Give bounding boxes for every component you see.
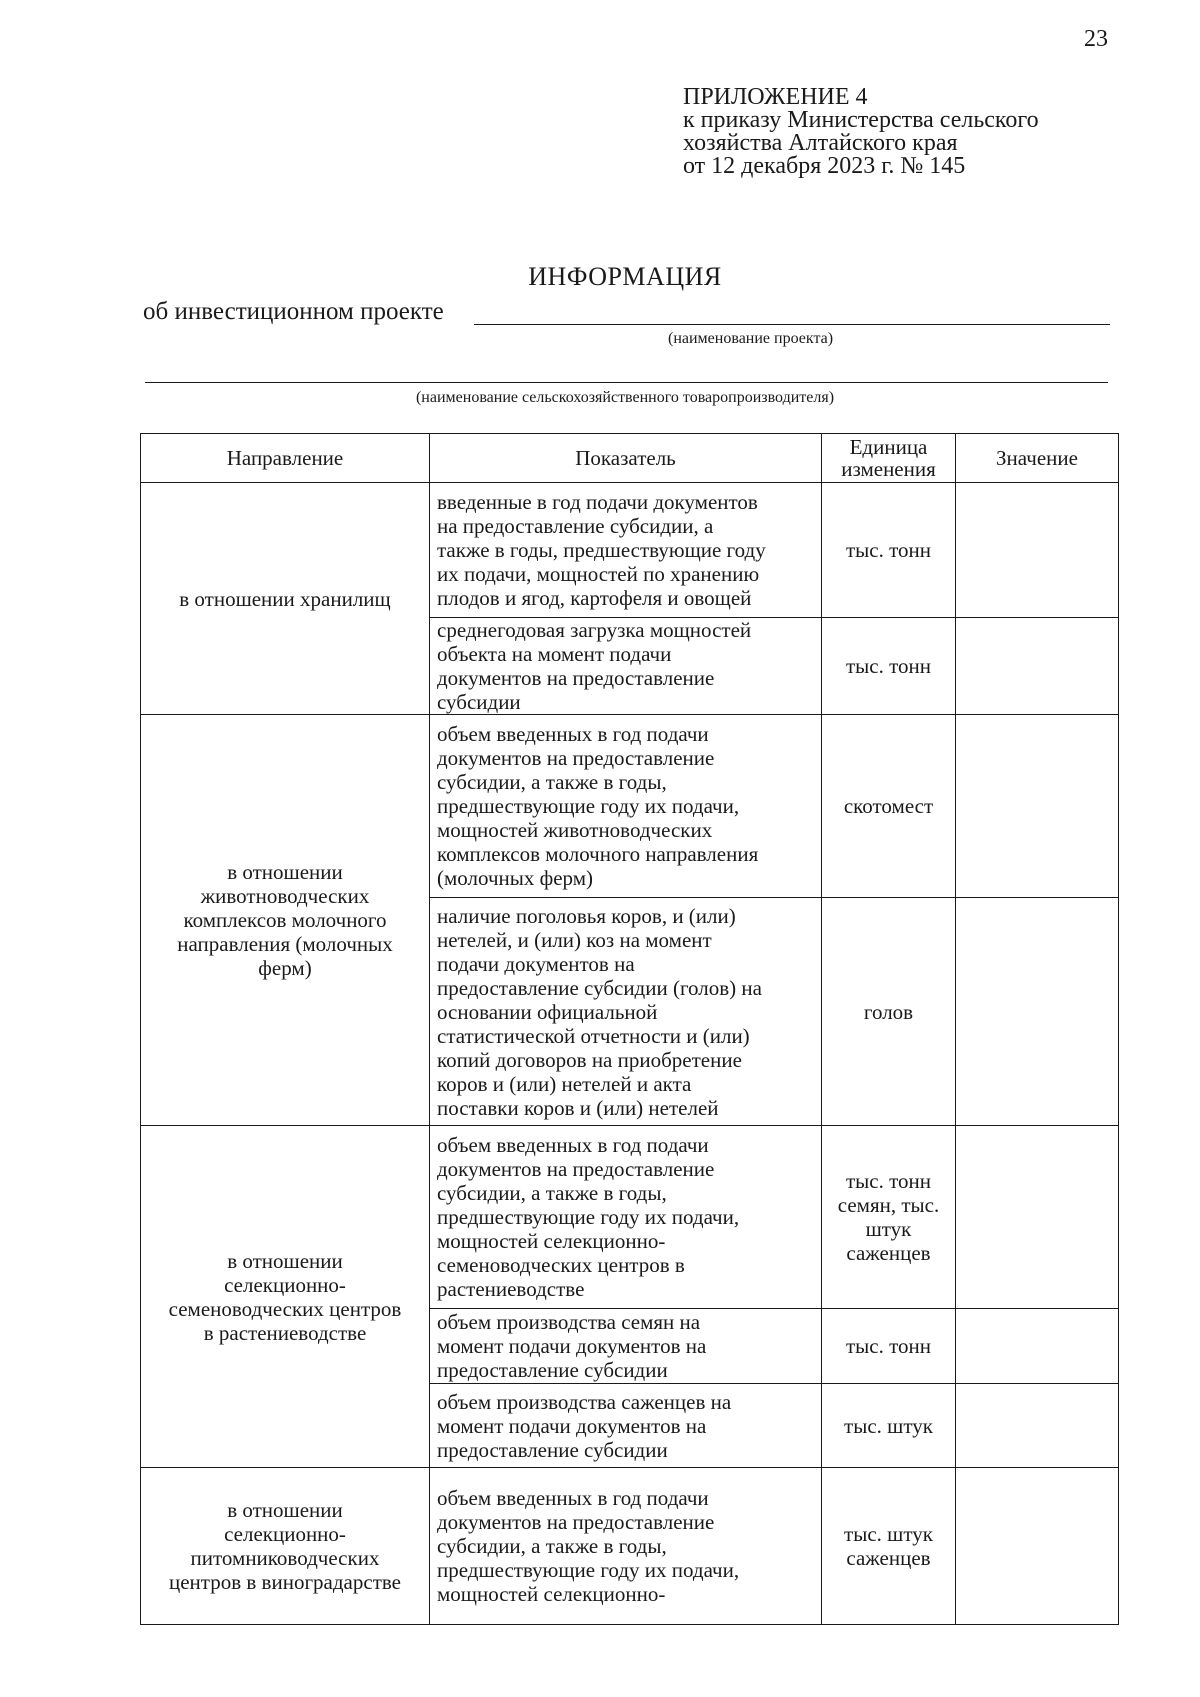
unit-cell: тыс. штук [822,1384,956,1468]
indicator-table [140,433,1119,1625]
indicator-cell: объем производства семян на момент подачи документов на предоставление субсидии [430,1309,822,1384]
unit-cell: голов [822,898,956,1126]
table-row [141,1468,1119,1625]
indicator-cell: объем введенных в год подачи документов на предоставление субсидии, а также в годы, предшествующие году их подачи, мощностей селекционно- семеноводческих центров в растениеводстве [430,1126,822,1309]
value-cell [956,1384,1119,1468]
annex-order-line: к приказу Министерства сельского [683,107,1039,133]
header-unit: Единица изменения [822,434,956,483]
producer-name-blank [145,382,1108,383]
value-cell [956,1468,1119,1625]
annex-ministry-line: хозяйства Алтайского края [683,130,958,156]
table-row [141,483,1119,618]
project-name-line [143,298,1110,328]
project-name-blank [474,324,1110,325]
value-cell [956,1126,1119,1309]
unit-cell: тыс. тонн семян, тыс. штук саженцев [822,1126,956,1309]
value-cell [956,1309,1119,1384]
indicator-cell: среднегодовая загрузка мощностей объекта на момент подачи документов на предоставление субсидии [430,618,822,715]
indicator-cell: объем введенных в год подачи документов на предоставление субсидии, а также в годы, предшествующие году их подачи, мощностей селекционно- [430,1468,822,1625]
direction-cell: в отношении животноводческих комплексов молочного направления (молочных ферм) [141,715,430,1126]
indicator-cell: введенные в год подачи документов на предоставление субсидии, а также в годы, предшествующие году их подачи, мощностей по хранению плодов и ягод, картофеля и овощей [430,483,822,618]
producer-caption: (наименование сельскохозяйственного товаропроизводителя) [415,389,835,406]
value-cell [956,618,1119,715]
project-caption: (наименование проекта) [668,330,834,347]
unit-cell: тыс. тонн [822,483,956,618]
unit-cell: скотомест [822,715,956,898]
direction-cell: в отношении хранилищ [141,483,430,715]
indicator-cell: объем производства саженцев на момент подачи документов на предоставление субсидии [430,1384,822,1468]
table-row [141,715,1119,898]
annex-date-line: от 12 декабря 2023 г. № 145 [683,153,966,179]
table-row [141,1126,1119,1309]
table-header-row [141,434,1119,483]
header-indicator: Показатель [430,434,822,483]
page-number: 23 [1084,26,1108,52]
direction-cell: в отношении селекционно- питомниководческих центров в виноградарстве [141,1468,430,1625]
unit-cell: тыс. тонн [822,1309,956,1384]
value-cell [956,715,1119,898]
value-cell [956,898,1119,1126]
indicator-cell: наличие поголовья коров, и (или) нетелей, и (или) коз на момент подачи документов на предоставление субсидии (голов) на основании официальной статистической отчетности и (или) копий договоров на приобретение коров и (или) нетелей и акта поставки коров и (или) нетелей [430,898,822,1126]
direction-cell: в отношении селекционно- семеноводческих центров в растениеводстве [141,1126,430,1468]
unit-cell: тыс. штук саженцев [822,1468,956,1625]
indicator-cell: объем введенных в год подачи документов на предоставление субсидии, а также в годы, предшествующие году их подачи, мощностей животноводческих комплексов молочного направления (молочных ферм) [430,715,822,898]
unit-cell: тыс. тонн [822,618,956,715]
document-title: ИНФОРМАЦИЯ [528,262,722,291]
header-value: Значение [956,434,1119,483]
project-label: об инвестиционном проекте [143,298,444,325]
value-cell [956,483,1119,618]
annex-block [683,86,1039,178]
header-direction: Направление [141,434,430,483]
annex-title: ПРИЛОЖЕНИЕ 4 [683,84,868,110]
